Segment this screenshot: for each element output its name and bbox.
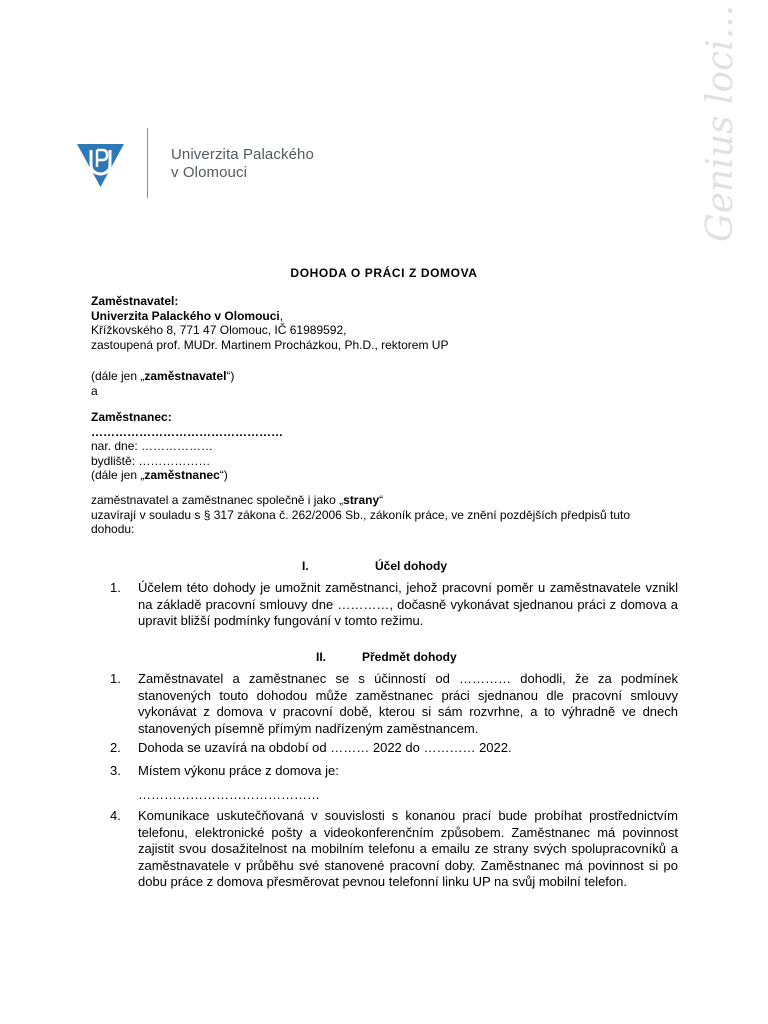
hereinafter-prefix: (dále jen „ — [91, 468, 145, 482]
university-name-line2: v Olomouci — [171, 164, 248, 181]
employer-name-suffix: , — [279, 308, 284, 323]
item-text: Místem výkonu práce z domova je: — [138, 763, 339, 778]
employee-birth: nar. dne: ……………… — [91, 439, 214, 453]
item-number: 3. — [110, 763, 121, 778]
employee-block — [91, 410, 283, 483]
section1-title: Účel dohody — [375, 559, 448, 573]
employer-term: zaměstnavatel — [144, 369, 227, 383]
employer-address: Křížkovského 8, 771 47 Olomouc, IČ 61989592, — [91, 323, 347, 337]
university-name-line1: Univerzita Palackého — [171, 146, 314, 163]
item-text: Účelem této dohody je umožnit zaměstnanci, jehož pracovní poměr u zaměstnavatele vznikl na základě pracovní smlouvy dne …………, dočasně vykonávat sjednanou práci z domova a upravit bližší podmínky fungování v tomto režimu. — [138, 580, 678, 628]
employee-label: Zaměstnanec: — [91, 410, 172, 424]
employer-hereinafter — [91, 369, 234, 398]
parties-line2: uzavírají v souladu s § 317 zákona č. 262/2006 Sb., zákoník práce, ve znění pozdějších předpisů tuto — [91, 507, 631, 522]
section2-numeral: II. — [316, 650, 327, 664]
hereinafter-suffix: “) — [226, 369, 235, 383]
item-number: 1. — [110, 580, 121, 595]
employer-name: Univerzita Palackého v Olomouci — [91, 308, 280, 323]
item-text: Zaměstnavatel a zaměstnanec se s účinností od ………… dohodli, že za podmínek stanovených touto dohodou může zaměstnanec práci sjednanou dle pracovní smlouvy vykonávat z domova v pracovní době, kterou si sám rozvrhne, a to výhradně ve dnech stanovených písemně přímým nadřízeným zaměstnancem. — [138, 671, 678, 736]
document-title: DOHODA O PRÁCI Z DOMOVA — [290, 266, 478, 280]
item-number: 1. — [110, 671, 121, 686]
employer-block — [91, 294, 448, 352]
employee-term: zaměstnanec — [144, 468, 220, 482]
and-text: a — [91, 383, 98, 398]
section1-numeral: I. — [302, 559, 309, 573]
employee-residence: bydliště: ……………… — [91, 453, 211, 468]
parties-line1-prefix: zaměstnavatel a zaměstnanec společně i jako „ — [91, 493, 344, 507]
university-name — [171, 146, 314, 182]
item-number: 2. — [110, 740, 121, 755]
section2-title: Předmět dohody — [362, 650, 457, 664]
parties-term: strany — [343, 493, 380, 507]
logo-divider — [147, 128, 148, 198]
employee-name-dots: ………………………………………… — [91, 424, 283, 439]
work-place-dots: …………………………………… — [138, 787, 320, 802]
item-number: 4. — [110, 808, 121, 823]
parties-block — [91, 493, 679, 537]
hereinafter-suffix: “) — [219, 468, 228, 482]
university-logo-icon — [77, 141, 124, 188]
parties-line1-suffix: “ — [379, 493, 384, 507]
hereinafter-prefix: (dále jen „ — [91, 369, 145, 383]
employer-represented: zastoupená prof. MUDr. Martinem Procházkou, Ph.D., rektorem UP — [91, 337, 449, 352]
parties-line3: dohodu: — [91, 522, 135, 536]
item-text: Dohoda se uzavírá na období od ……… 2022 do ………… 2022. — [138, 740, 512, 755]
employer-label: Zaměstnavatel: — [91, 294, 179, 308]
item-text: Komunikace uskutečňovaná v souvislosti s konanou prací bude probíhat prostřednictvím telefonu, elektronické pošty a videokonferenčním způsobem. Zaměstnanec má povinnost zajistit svou dosažitelnost na mobilním telefonu a emailu ze strany svých spolupracovníků a zaměstnavatele v průběhu své stanovené pracovní doby. Zaměstnanec má povinnost si po dobu práce z domova přesměrovat pevnou telefonní linku UP na svůj mobilní telefon. — [138, 808, 678, 889]
genius-loci-watermark: Genius loci... — [700, 4, 741, 242]
